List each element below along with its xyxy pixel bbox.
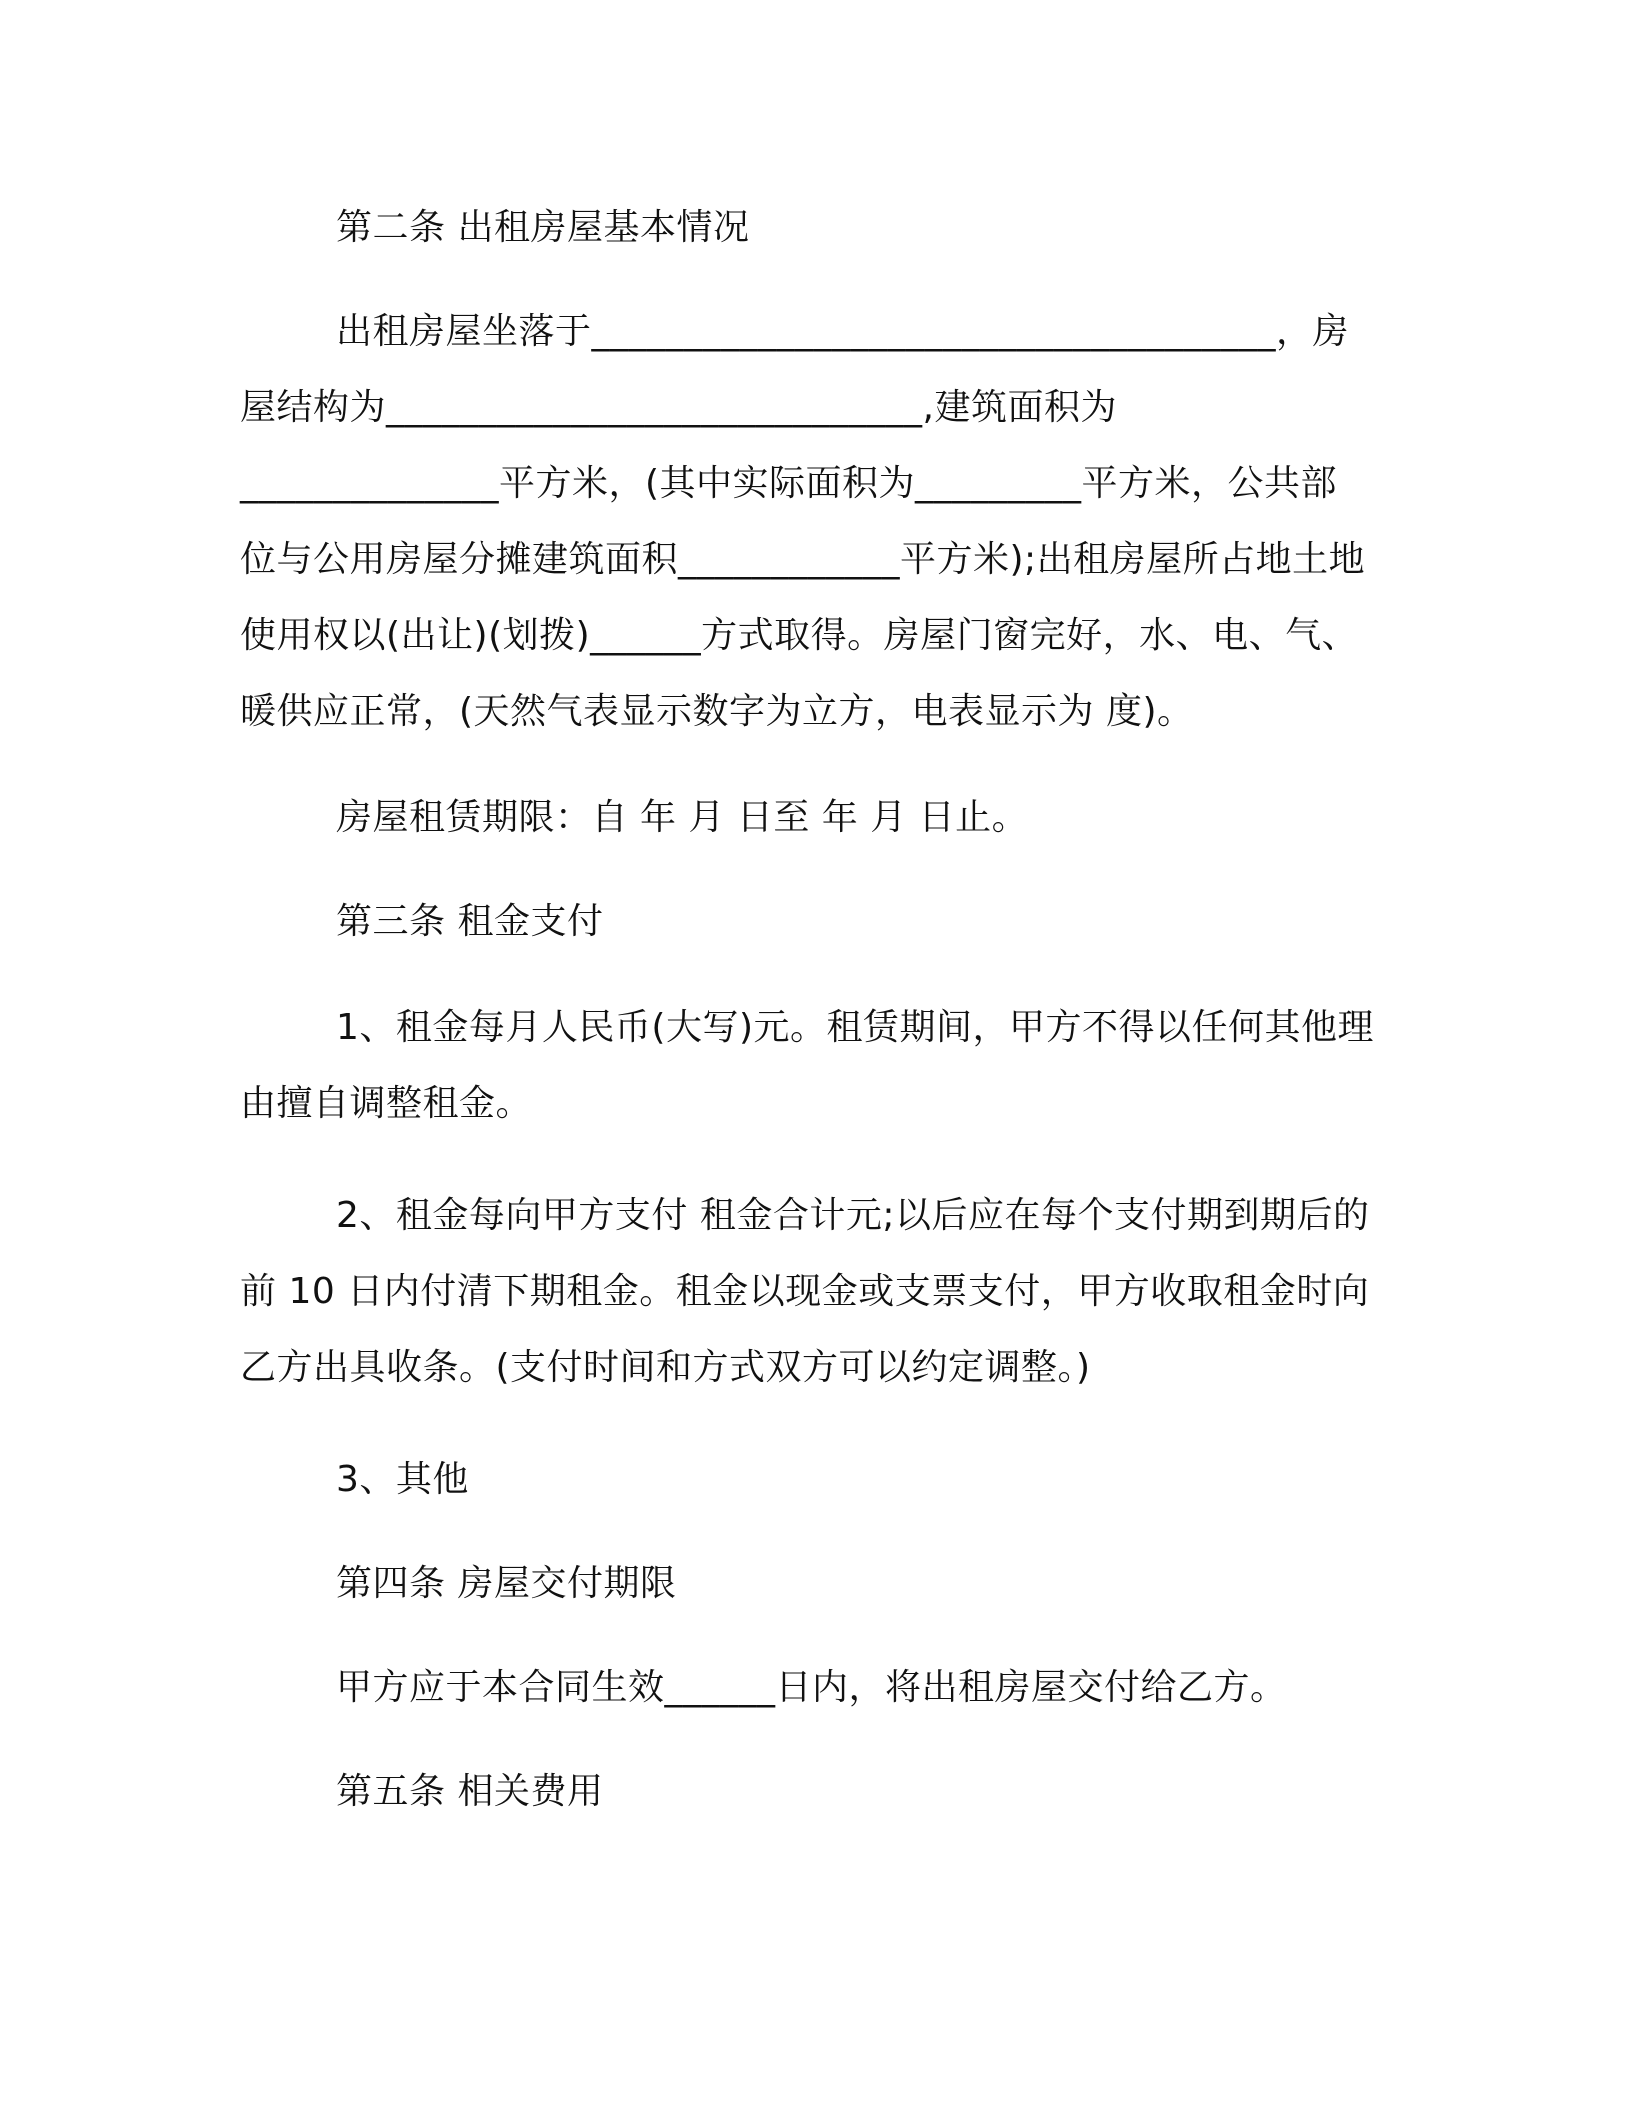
article-2-line-2: 屋结构为_____________________________,建筑面积为 bbox=[240, 387, 1117, 428]
article-3-item-1-line-1: 1、租金每月人民币(大写)元。租赁期间，甲方不得以任何其他理 bbox=[336, 1007, 1374, 1048]
article-5-heading: 第五条 相关费用 bbox=[336, 1771, 604, 1812]
article-2-body bbox=[240, 294, 1390, 750]
document-page bbox=[240, 190, 1390, 1830]
article-3-item-2-line-3: 乙方出具收条。(支付时间和方式双方可以约定调整。) bbox=[240, 1347, 1091, 1388]
article-2-line-4: 位与公用房屋分摊建筑面积____________平方米);出租房屋所占地土地 bbox=[240, 539, 1366, 580]
article-2-line-3: ______________平方米，(其中实际面积为_________平方米，公共部 bbox=[240, 463, 1338, 504]
article-4-heading: 第四条 房屋交付期限 bbox=[336, 1563, 677, 1604]
article-3-item-1-line-2: 由擅自调整租金。 bbox=[240, 1083, 533, 1124]
article-2-line-6: 暖供应正常，(天然气表显示数字为立方，电表显示为 度)。 bbox=[240, 691, 1194, 732]
article-3-item-3: 3、其他 bbox=[336, 1459, 469, 1500]
article-3-item-2 bbox=[240, 1178, 1390, 1406]
article-3-item-1 bbox=[240, 990, 1390, 1142]
article-2-line-1: 出租房屋坐落于_____________________________________，房 bbox=[336, 311, 1350, 352]
lease-term: 房屋租赁期限：自 年 月 日至 年 月 日止。 bbox=[336, 797, 1029, 838]
article-2-line-5: 使用权以(出让)(划拨)______方式取得。房屋门窗完好，水、电、气、 bbox=[240, 615, 1359, 656]
article-3-item-2-line-1: 2、租金每向甲方支付 租金合计元;以后应在每个支付期到期后的 bbox=[336, 1195, 1370, 1236]
article-4-text: 甲方应于本合同生效______日内，将出租房屋交付给乙方。 bbox=[336, 1667, 1287, 1708]
article-3-heading: 第三条 租金支付 bbox=[336, 901, 604, 942]
article-2-heading: 第二条 出租房屋基本情况 bbox=[336, 207, 750, 248]
article-3-item-2-line-2: 前 10 日内付清下期租金。租金以现金或支票支付，甲方收取租金时向 bbox=[240, 1271, 1370, 1312]
